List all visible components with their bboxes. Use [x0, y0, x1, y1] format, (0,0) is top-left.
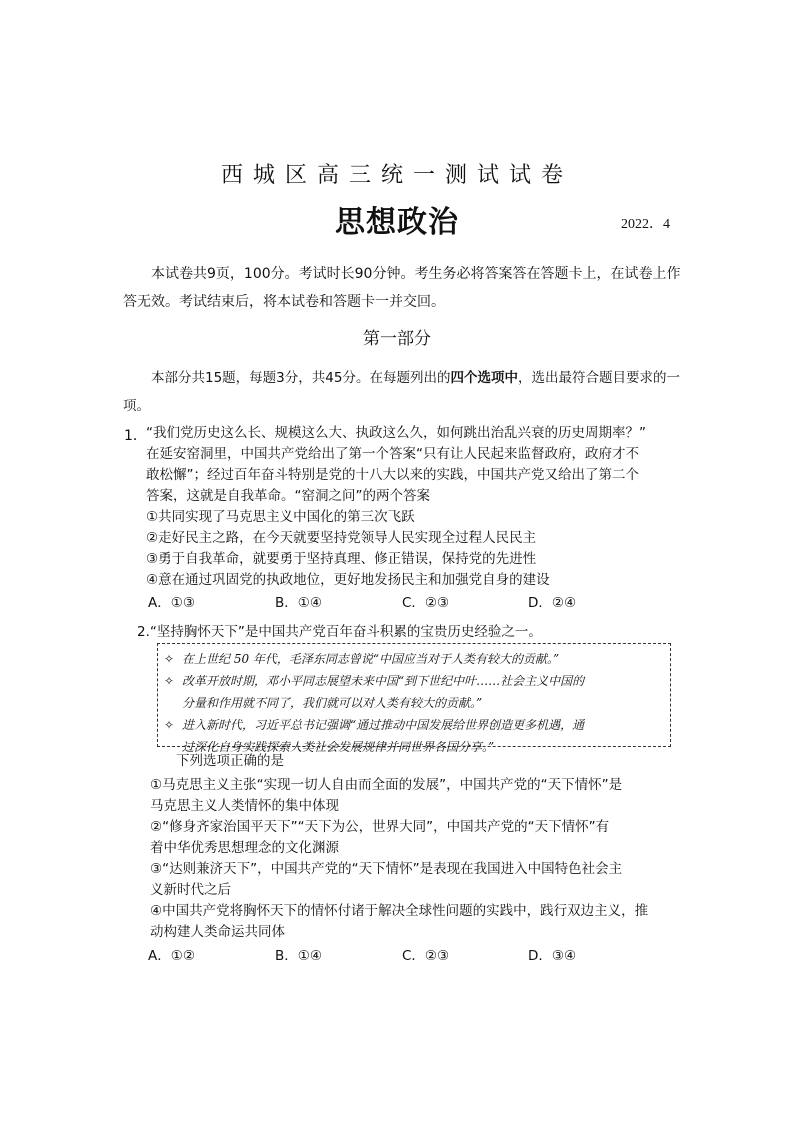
question-2-prompt: 下列选项正确的是: [176, 753, 284, 769]
section-note-pre: 本部分共15题，每题3分，共45分。在每题列出的: [151, 370, 451, 386]
choice-b[interactable]: B．①④: [275, 948, 322, 964]
question-2-option: [150, 817, 695, 859]
choice-c[interactable]: C．②③: [402, 948, 450, 964]
quote-item: [164, 670, 664, 714]
choice-a[interactable]: A．①③: [148, 595, 195, 611]
question-1-stem-line: 敢松懈”；经过百年奋斗特别是党的十八大以来的实践，中国共产党又给出了第二个: [146, 467, 639, 483]
section-title: 第一部分: [363, 329, 431, 349]
question-2-option: [150, 859, 695, 901]
question-1-stem-line: 答案，这就是自我革命。“窑洞之问”的两个答案: [146, 488, 430, 504]
exam-title: 西城区高三统一测试试卷: [220, 163, 573, 188]
choice-d[interactable]: D．②④: [528, 595, 577, 611]
quote-line: 改革开放时期，邓小平同志展望未来中国“到下世纪中叶……社会主义中国的: [182, 674, 585, 688]
section-instructions: [123, 364, 685, 420]
question-1-number: 1．: [124, 428, 147, 444]
question-1-stem: [146, 423, 691, 591]
option-line: ②“修身齐家治国平天下”“天下为公，世界大同”，中国共产党的“天下情怀”有: [150, 819, 610, 835]
option-line: ③“达则兼济天下”，中国共产党的“天下情怀”是表现在我国进入中国特色社会主: [150, 861, 623, 877]
choice-a[interactable]: A．①②: [148, 948, 195, 964]
question-2-header: [137, 622, 697, 643]
question-1-option: ④意在通过巩固党的执政地位，更好地发扬民主和加强党自身的建设: [146, 572, 550, 588]
option-line: ①马克思主义主张“实现一切人自由而全面的发展”，中国共产党的“天下情怀”是: [150, 777, 623, 793]
diamond-star-icon: ✧: [164, 674, 175, 688]
section-note-post: ，选出最符合题目要求的一项。: [123, 370, 680, 414]
quote-item: [164, 648, 664, 670]
question-2-option: [150, 901, 695, 943]
question-1-option: ①共同实现了马克思主义中国化的第三次飞跃: [146, 509, 415, 525]
subject-title: 思想政治: [335, 205, 459, 240]
quote-box: [157, 643, 671, 754]
option-line: 动构建人类命运共同体: [150, 924, 285, 940]
diamond-star-icon: ✧: [164, 718, 175, 732]
diamond-star-icon: ✧: [164, 652, 175, 666]
option-line: ④中国共产党将胸怀天下的情怀付诸于解决全球性问题的实践中，践行双边主义，推: [150, 903, 649, 919]
question-2-number: 2.: [137, 624, 150, 640]
quote-line: 分量和作用就不同了，我们就可以对人类有较大的贡献。”: [182, 696, 483, 710]
quote-line: 在上世纪 50 年代，毛泽东同志曾说“中国应当对于人类有较大的贡献。”: [182, 652, 560, 666]
choice-d[interactable]: D．③④: [528, 948, 577, 964]
question-2-stem: “坚持胸怀天下”是中国共产党百年奋斗积累的宝贵历史经验之一。: [149, 624, 542, 640]
exam-date: 2022．4: [621, 217, 670, 232]
question-1-option: ③勇于自我革命，就要勇于坚持真理、修正错误，保持党的先进性: [146, 551, 537, 567]
section-note-bold: 四个选项中: [450, 370, 518, 386]
question-2-choices: [148, 944, 648, 965]
quote-line: 过深化自身实践探索人类社会发展规律并同世界各国分享。”: [182, 740, 495, 754]
exam-instructions: 本试卷共9页，100分。考试时长90分钟。考生务必将答案答在答题卡上，在试卷上作答无效。考试结束后，将本试卷和答题卡一并交回。: [123, 266, 681, 310]
question-2-options: [150, 775, 695, 943]
option-line: 马克思主义人类情怀的集中体现: [150, 798, 339, 814]
question-2-option: [150, 775, 695, 817]
question-1-stem-line: “我们党历史这么长、规模这么大、执政这么久，如何跳出治乱兴衰的历史周期率？”: [146, 425, 646, 441]
question-1-option: ②走好民主之路，在今天就要坚持党领导人民实现全过程人民民主: [146, 530, 537, 546]
question-1-choices: [148, 591, 648, 612]
choice-b[interactable]: B．①④: [275, 595, 322, 611]
option-line: 义新时代之后: [150, 882, 231, 898]
option-line: 着中华优秀思想理念的文化渊源: [150, 840, 339, 856]
choice-c[interactable]: C．②③: [402, 595, 450, 611]
quote-line: 进入新时代，习近平总书记强调“通过推动中国发展给世界创造更多机遇，通: [182, 718, 585, 732]
question-1-stem-line: 在延安窑洞里，中国共产党给出了第一个答案“只有让人民起来监督政府，政府才不: [146, 446, 639, 462]
